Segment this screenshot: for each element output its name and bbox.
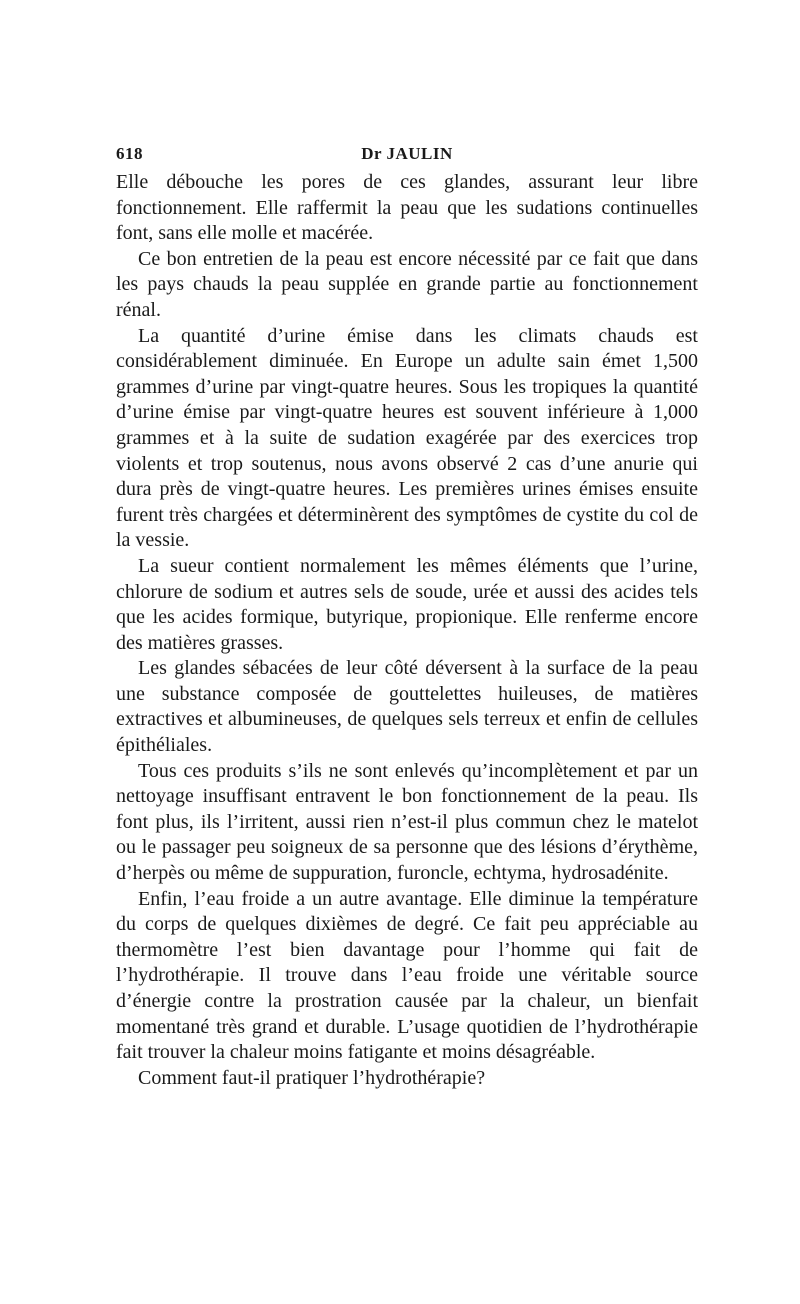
- running-head: [116, 140, 698, 170]
- paragraph-sweat-composition: La sueur contient normalement les mêmes éléments que l’urine, chlorure de sodium et autres sels de soude, urée et aussi des acides tels que les acides formique, butyrique, propionique. Elle renferme encore des matières grasses.: [116, 554, 698, 654]
- body-text: [116, 170, 698, 1091]
- paragraph-pores: Elle débouche les pores de ces glandes, assurant leur libre fonctionnement. Elle raffermit la peau que les sudations continuelles font, sans elle molle et macérée.: [116, 171, 698, 245]
- paragraph-skin-lesions: Tous ces produits s’ils ne sont enlevés qu’incomplètement et par un nettoyage insuffisant entravent le bon fonctionnement de la peau. Ils font plus, ils l’irritent, aussi rien n’est-il plus commun chez le matelot ou le passager peu soigneux de sa personne que des lésions d’érythème, d’herpès ou même de suppuration, furoncle, echtyma, hydrosadénite.: [116, 759, 698, 885]
- paragraph-question: Comment faut-il pratiquer l’hydrothérapie?: [138, 1066, 486, 1089]
- running-title: Dr JAULIN: [361, 144, 453, 163]
- paragraph-skin-care: Ce bon entretien de la peau est encore nécessité par ce fait que dans les pays chauds la peau supplée en grande partie au fonctionnement rénal.: [116, 247, 698, 321]
- paragraph-urine-quantity: La quantité d’urine émise dans les climats chauds est considérablement diminuée. En Europe un adulte sain émet 1,500 grammes d’urine par vingt-quatre heures. Sous les tropiques la quantité d’urine émise par vingt-quatre heures est souvent inférieure à 1,000 grammes et à la suite de sudation exagérée par des exercices trop violents et trop soutenus, nous avons observé 2 cas d’une anurie qui dura près de vingt-quatre heures. Les premières urines émises ensuite furent très chargées et déterminèrent des symptômes de cystite du col de la vessie.: [116, 324, 698, 552]
- paragraph-sebaceous-glands: Les glandes sébacées de leur côté déversent à la surface de la peau une substance composée de gouttelettes huileuses, de matières extractives et albumineuses, de quelques sels terreux et enfin de cellules épithéliales.: [116, 657, 698, 757]
- page-number: 618: [116, 144, 143, 163]
- book-page: [116, 140, 698, 1091]
- paragraph-cold-water: Enfin, l’eau froide a un autre avantage. Elle diminue la température du corps de quelques dixièmes de degré. Ce fait peu appréciable au thermomètre l’est bien davantage pour l’homme qui fait de l’hydrothérapie. Il trouve dans l’eau froide une véritable source d’énergie contre la prostration causée par la chaleur, un bienfait momentané très grand et durable. L’usage quotidien de l’hydrothérapie fait trouver la chaleur moins fatigante et moins désagréable.: [116, 887, 698, 1064]
